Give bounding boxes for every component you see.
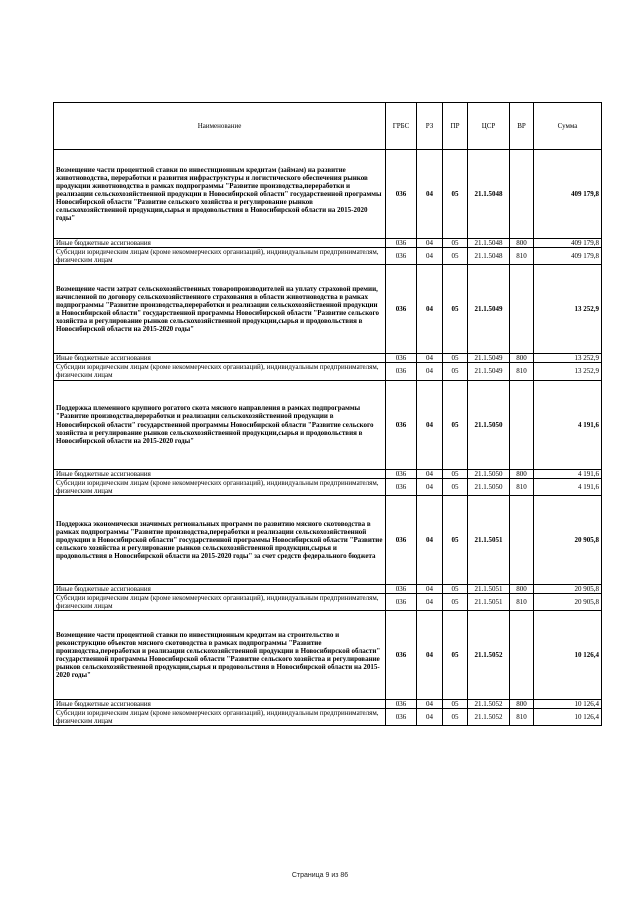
cell-grbs: 036 <box>386 700 417 709</box>
cell-sum: 10 126,4 <box>534 709 602 726</box>
cell-grbs: 036 <box>386 478 417 495</box>
cell-rz: 04 <box>417 593 443 610</box>
cell-rz: 04 <box>417 150 443 239</box>
table-row-sub <box>54 584 602 593</box>
cell-vr: 800 <box>510 700 534 709</box>
cell-grbs: 036 <box>386 469 417 478</box>
cell-rz: 04 <box>417 495 443 584</box>
cell-csr: 21.1.5048 <box>468 248 510 265</box>
cell-rz: 04 <box>417 239 443 248</box>
cell-name: Возмещение части затрат сельскохозяйственных товаропроизводителей на уплату страховой премии, начисленной по договору сельскохозяйственного страхования в области животноводства в рамках подпрограммы "Развитие производства,переработки и реализации сельскохозяйственной продукции в Новосибирской области" государственной программы Новосибирской области "Развитие сельского хозяйства и регулирование рынков сельскохозяйственной продукции,сырья и продовольствия в Новосибирской области на 2015-2020 годы" <box>54 265 386 354</box>
cell-csr: 21.1.5049 <box>468 363 510 380</box>
cell-pr: 05 <box>443 354 468 363</box>
cell-pr: 05 <box>443 611 468 700</box>
table-row-main <box>54 495 602 584</box>
cell-name: Субсидии юридическим лицам (кроме некоммерческих организаций), индивидуальным предпринимателям, физическим лицам <box>54 478 386 495</box>
header-csr: ЦСР <box>468 103 510 150</box>
cell-csr: 21.1.5051 <box>468 495 510 584</box>
cell-name: Субсидии юридическим лицам (кроме некоммерческих организаций), индивидуальным предпринимателям, физическим лицам <box>54 593 386 610</box>
cell-csr: 21.1.5052 <box>468 700 510 709</box>
cell-csr: 21.1.5050 <box>468 469 510 478</box>
cell-pr: 05 <box>443 150 468 239</box>
cell-sum: 10 126,4 <box>534 611 602 700</box>
cell-pr: 05 <box>443 593 468 610</box>
cell-vr <box>510 611 534 700</box>
cell-rz: 04 <box>417 380 443 469</box>
header-pr: ПР <box>443 103 468 150</box>
cell-vr: 800 <box>510 584 534 593</box>
cell-csr: 21.1.5052 <box>468 611 510 700</box>
cell-sum: 4 191,6 <box>534 478 602 495</box>
table-row-sub <box>54 709 602 726</box>
cell-csr: 21.1.5049 <box>468 265 510 354</box>
cell-name: Субсидии юридическим лицам (кроме некоммерческих организаций), индивидуальным предпринимателям, физическим лицам <box>54 363 386 380</box>
cell-grbs: 036 <box>386 709 417 726</box>
cell-vr: 810 <box>510 709 534 726</box>
cell-name: Иные бюджетные ассигнования <box>54 584 386 593</box>
cell-csr: 21.1.5048 <box>468 239 510 248</box>
cell-sum: 4 191,6 <box>534 380 602 469</box>
header-sum: Сумма <box>534 103 602 150</box>
cell-vr: 800 <box>510 354 534 363</box>
cell-vr <box>510 380 534 469</box>
cell-vr <box>510 150 534 239</box>
cell-sum: 409 179,8 <box>534 239 602 248</box>
cell-rz: 04 <box>417 700 443 709</box>
cell-name: Поддержка экономически значимых региональных программ по развитию мясного скотоводства в рамках подпрограммы "Развитие производства,переработки и реализации сельскохозяйственной продукции в Новосибирской области" государственной программы Новосибирской области "Развитие сельского хозяйства и регулирование рынков сельскохозяйственной продукции,сырья и продовольствия в Новосибирской области на 2015-2020 годы" за счет средств федерального бюджета <box>54 495 386 584</box>
header-rz: РЗ <box>417 103 443 150</box>
table-header-row <box>54 103 602 150</box>
page-number-footer: Страница 9 из 86 <box>291 872 349 879</box>
cell-rz: 04 <box>417 248 443 265</box>
cell-sum: 409 179,8 <box>534 150 602 239</box>
cell-csr: 21.1.5051 <box>468 593 510 610</box>
budget-table <box>53 102 602 726</box>
cell-pr: 05 <box>443 265 468 354</box>
table-row-sub <box>54 239 602 248</box>
cell-pr: 05 <box>443 700 468 709</box>
cell-csr: 21.1.5048 <box>468 150 510 239</box>
cell-grbs: 036 <box>386 265 417 354</box>
cell-name: Иные бюджетные ассигнования <box>54 354 386 363</box>
cell-name: Поддержка племенного крупного рогатого скота мясного направления в рамках подпрограммы "Развитие производства,переработки и реализации сельскохозяйственной продукции в Новосибирской области" государственной программы Новосибирской области "Развитие сельского хозяйства и регулирование рынков сельскохозяйственной продукции,сырья и продовольствия в Новосибирской области на 2015-2020 годы" <box>54 380 386 469</box>
cell-pr: 05 <box>443 495 468 584</box>
cell-rz: 04 <box>417 354 443 363</box>
cell-vr: 810 <box>510 593 534 610</box>
cell-pr: 05 <box>443 239 468 248</box>
cell-rz: 04 <box>417 363 443 380</box>
table-row-sub <box>54 700 602 709</box>
cell-pr: 05 <box>443 469 468 478</box>
cell-name: Субсидии юридическим лицам (кроме некоммерческих организаций), индивидуальным предпринимателям, физическим лицам <box>54 248 386 265</box>
cell-pr: 05 <box>443 709 468 726</box>
table-row-main <box>54 150 602 239</box>
cell-grbs: 036 <box>386 354 417 363</box>
cell-sum: 20 905,8 <box>534 584 602 593</box>
cell-sum: 20 905,8 <box>534 495 602 584</box>
cell-name: Возмещение части процентной ставки по инвестиционным кредитам (займам) на развитие животноводства, переработки и развития инфраструктуры и логистического обеспечения рынков продукции животноводства в рамках подпрограммы "Развитие производства,переработки и реализации сельскохозяйственной продукции в Новосибирской области" государственной программы Новосибирской области "Развитие сельского хозяйства и регулирование рынков сельскохозяйственной продукции,сырья и продовольствия в Новосибирской области на 2015-2020 годы" <box>54 150 386 239</box>
cell-csr: 21.1.5050 <box>468 380 510 469</box>
table-row-main <box>54 265 602 354</box>
table-row-sub <box>54 478 602 495</box>
cell-vr: 800 <box>510 469 534 478</box>
cell-name: Субсидии юридическим лицам (кроме некоммерческих организаций), индивидуальным предпринимателям, физическим лицам <box>54 709 386 726</box>
cell-sum: 4 191,6 <box>534 469 602 478</box>
cell-rz: 04 <box>417 265 443 354</box>
header-name: Наименование <box>54 103 386 150</box>
cell-sum: 13 252,9 <box>534 363 602 380</box>
cell-pr: 05 <box>443 584 468 593</box>
cell-pr: 05 <box>443 248 468 265</box>
cell-grbs: 036 <box>386 248 417 265</box>
cell-grbs: 036 <box>386 380 417 469</box>
cell-sum: 13 252,9 <box>534 354 602 363</box>
cell-rz: 04 <box>417 584 443 593</box>
table-row-sub <box>54 248 602 265</box>
cell-sum: 20 905,8 <box>534 593 602 610</box>
header-vr: ВР <box>510 103 534 150</box>
cell-csr: 21.1.5051 <box>468 584 510 593</box>
table-row-main <box>54 380 602 469</box>
cell-sum: 13 252,9 <box>534 265 602 354</box>
cell-grbs: 036 <box>386 363 417 380</box>
table-row-sub <box>54 593 602 610</box>
cell-grbs: 036 <box>386 150 417 239</box>
cell-rz: 04 <box>417 478 443 495</box>
cell-pr: 05 <box>443 363 468 380</box>
cell-csr: 21.1.5050 <box>468 478 510 495</box>
cell-rz: 04 <box>417 469 443 478</box>
cell-grbs: 036 <box>386 239 417 248</box>
cell-grbs: 036 <box>386 495 417 584</box>
table-row-sub <box>54 469 602 478</box>
cell-grbs: 036 <box>386 611 417 700</box>
cell-pr: 05 <box>443 380 468 469</box>
cell-name: Иные бюджетные ассигнования <box>54 239 386 248</box>
cell-name: Иные бюджетные ассигнования <box>54 700 386 709</box>
cell-sum: 10 126,4 <box>534 700 602 709</box>
cell-vr <box>510 495 534 584</box>
cell-pr: 05 <box>443 478 468 495</box>
cell-sum: 409 179,8 <box>534 248 602 265</box>
header-grbs: ГРБС <box>386 103 417 150</box>
cell-vr: 810 <box>510 248 534 265</box>
cell-grbs: 036 <box>386 584 417 593</box>
table-row-sub <box>54 363 602 380</box>
cell-rz: 04 <box>417 611 443 700</box>
table-row-main <box>54 611 602 700</box>
cell-vr: 800 <box>510 239 534 248</box>
cell-csr: 21.1.5049 <box>468 354 510 363</box>
cell-name: Иные бюджетные ассигнования <box>54 469 386 478</box>
cell-csr: 21.1.5052 <box>468 709 510 726</box>
cell-vr: 810 <box>510 363 534 380</box>
cell-grbs: 036 <box>386 593 417 610</box>
cell-rz: 04 <box>417 709 443 726</box>
table-row-sub <box>54 354 602 363</box>
cell-vr <box>510 265 534 354</box>
cell-vr: 810 <box>510 478 534 495</box>
cell-name: Возмещение части процентной ставки по инвестиционным кредитам на строительство и реконструкцию объектов мясного скотоводства в рамках подпрограммы "Развитие производства,переработки и реализации сельскохозяйственной продукции в Новосибирской области" государственной программы Новосибирской области "Развитие сельского хозяйства и регулирование рынков сельскохозяйственной продукции,сырья и продовольствия в Новосибирской области на 2015-2020 годы" <box>54 611 386 700</box>
